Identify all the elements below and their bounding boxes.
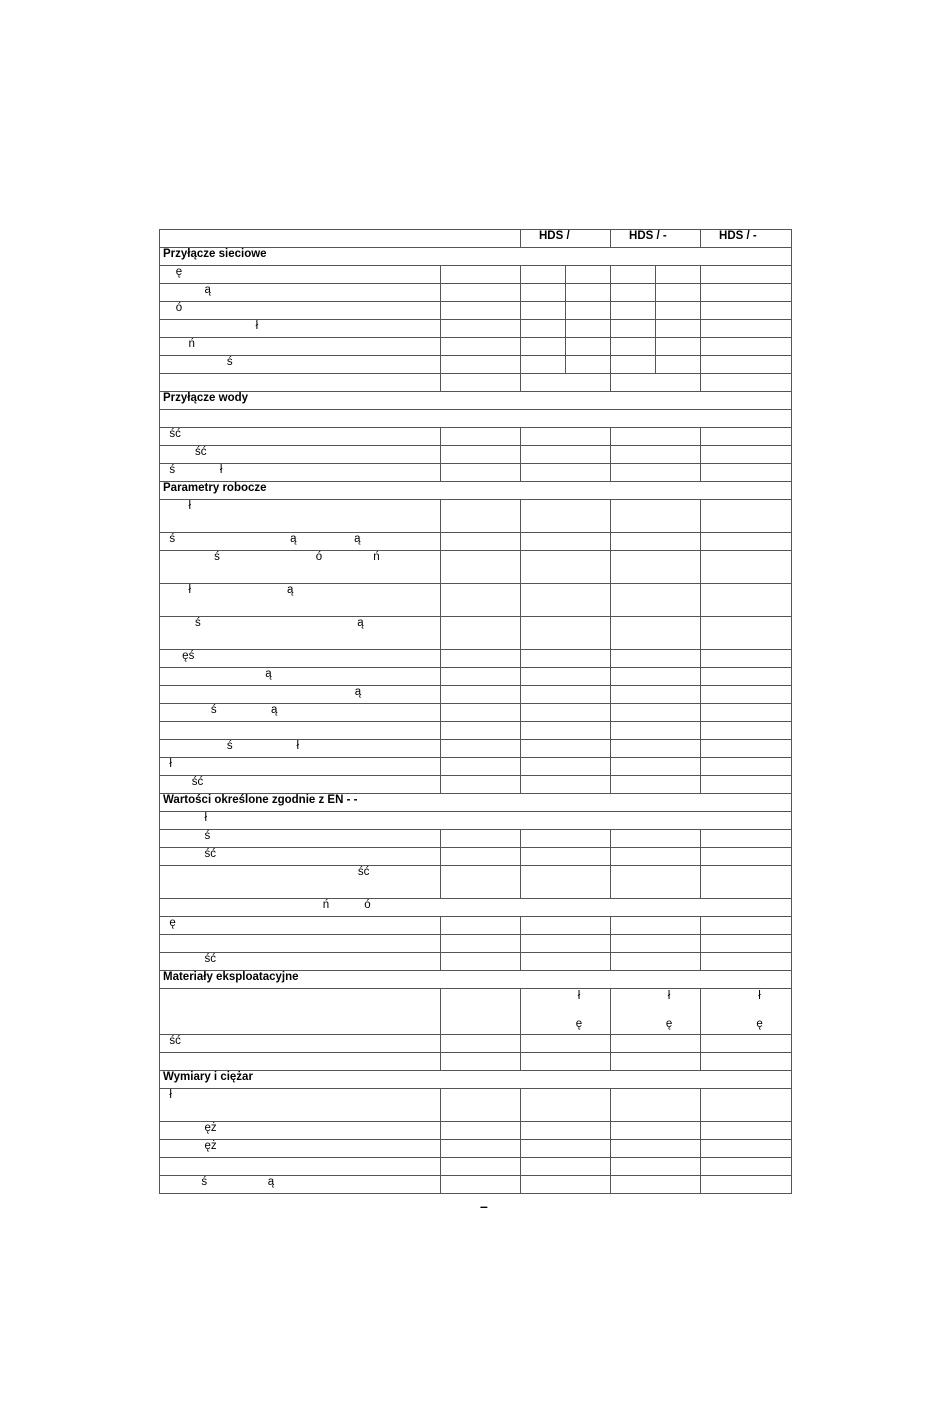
unit-cell xyxy=(441,830,521,848)
spec-row xyxy=(160,953,792,971)
unit-cell xyxy=(441,356,521,374)
value-cell xyxy=(701,704,792,722)
spec-row xyxy=(160,533,792,551)
unit-cell xyxy=(441,740,521,758)
unit-cell xyxy=(441,758,521,776)
value-cell xyxy=(611,758,701,776)
spec-label: ś xyxy=(160,830,441,848)
value-cell xyxy=(521,758,611,776)
spec-row xyxy=(160,704,792,722)
value-cell xyxy=(566,320,611,338)
value-cell xyxy=(611,617,701,650)
section-title: Przyłącze sieciowe xyxy=(160,248,792,266)
model-column-header: HDS / - xyxy=(701,230,792,248)
spec-row xyxy=(160,866,792,899)
value-cell xyxy=(611,776,701,794)
value-cell xyxy=(521,917,611,935)
unit-cell xyxy=(441,722,521,740)
spec-row xyxy=(160,776,792,794)
value-cell xyxy=(611,356,656,374)
unit-cell xyxy=(441,551,521,584)
value-cell xyxy=(611,446,701,464)
value-cell xyxy=(521,935,611,953)
unit-cell xyxy=(441,866,521,899)
value-cell xyxy=(701,446,792,464)
value-cell xyxy=(611,866,701,899)
spec-label: ęż xyxy=(160,1140,441,1158)
spec-row xyxy=(160,1176,792,1194)
spec-label xyxy=(160,722,441,740)
value-cell xyxy=(521,320,566,338)
value-cell xyxy=(701,650,792,668)
value-cell xyxy=(611,722,701,740)
spec-row xyxy=(160,917,792,935)
unit-cell xyxy=(441,338,521,356)
spec-label xyxy=(160,935,441,953)
spec-label: ą xyxy=(160,686,441,704)
value-cell xyxy=(701,917,792,935)
value-cell xyxy=(701,584,792,617)
unit-cell xyxy=(441,1053,521,1071)
spec-row xyxy=(160,1140,792,1158)
value-cell xyxy=(656,338,701,356)
value-cell xyxy=(611,584,701,617)
value-cell xyxy=(566,302,611,320)
spec-row xyxy=(160,935,792,953)
spec-label: ść xyxy=(160,848,441,866)
spec-row xyxy=(160,830,792,848)
value-cell xyxy=(701,617,792,650)
value-cell xyxy=(701,776,792,794)
spec-label: ść xyxy=(160,776,441,794)
value-cell xyxy=(566,266,611,284)
value-cell xyxy=(521,1089,611,1122)
value-cell xyxy=(701,500,792,533)
spec-label: ęś xyxy=(160,650,441,668)
value-cell xyxy=(521,686,611,704)
value-cell xyxy=(521,338,566,356)
value-cell xyxy=(611,650,701,668)
value-cell xyxy=(611,1140,701,1158)
value-cell xyxy=(701,464,792,482)
unit-cell xyxy=(441,1158,521,1176)
value-cell xyxy=(521,953,611,971)
spec-label: ł ą xyxy=(160,584,441,617)
value-cell xyxy=(611,848,701,866)
spec-label: ś ł xyxy=(160,740,441,758)
spec-label: ó xyxy=(160,302,441,320)
spec-label: ść xyxy=(160,428,441,446)
value-cell xyxy=(611,740,701,758)
spec-label: ń xyxy=(160,338,441,356)
value-cell xyxy=(566,356,611,374)
spec-row xyxy=(160,446,792,464)
value-cell: ł ę xyxy=(521,989,611,1035)
spec-row xyxy=(160,374,792,392)
spec-row xyxy=(160,410,792,428)
value-cell xyxy=(611,686,701,704)
spec-row xyxy=(160,989,792,1035)
value-cell xyxy=(521,617,611,650)
unit-cell xyxy=(441,374,521,392)
value-cell xyxy=(701,428,792,446)
value-cell xyxy=(701,953,792,971)
value-cell xyxy=(611,953,701,971)
unit-cell xyxy=(441,428,521,446)
value-cell xyxy=(701,374,792,392)
value-cell xyxy=(701,1053,792,1071)
unit-cell xyxy=(441,668,521,686)
value-cell xyxy=(701,830,792,848)
technical-data-table xyxy=(159,229,792,1194)
spec-label xyxy=(160,1158,441,1176)
value-cell xyxy=(701,338,792,356)
value-cell xyxy=(521,1122,611,1140)
value-cell xyxy=(611,284,656,302)
value-cell xyxy=(611,338,656,356)
section-row xyxy=(160,971,792,989)
unit-cell xyxy=(441,848,521,866)
value-cell xyxy=(611,428,701,446)
spec-label: ś ą ą xyxy=(160,533,441,551)
spec-row xyxy=(160,302,792,320)
value-cell xyxy=(521,1158,611,1176)
header-row xyxy=(160,230,792,248)
value-cell xyxy=(656,302,701,320)
value-cell xyxy=(701,551,792,584)
spec-row xyxy=(160,668,792,686)
spec-label xyxy=(160,410,792,428)
section-title: Wymiary i ciężar xyxy=(160,1071,792,1089)
value-cell xyxy=(521,284,566,302)
spec-label: ł xyxy=(160,1089,441,1122)
unit-cell xyxy=(441,584,521,617)
spec-row xyxy=(160,584,792,617)
unit-cell xyxy=(441,776,521,794)
spec-row xyxy=(160,1035,792,1053)
section-row xyxy=(160,1071,792,1089)
value-cell xyxy=(521,1140,611,1158)
spec-label: ś ó ń xyxy=(160,551,441,584)
value-cell xyxy=(611,266,656,284)
spec-label: ść xyxy=(160,446,441,464)
value-cell xyxy=(701,302,792,320)
spec-label: ń ó xyxy=(160,899,792,917)
unit-cell xyxy=(441,1089,521,1122)
value-cell xyxy=(611,1122,701,1140)
unit-cell xyxy=(441,302,521,320)
spec-row xyxy=(160,428,792,446)
value-cell xyxy=(611,1158,701,1176)
spec-label: ś ą xyxy=(160,1176,441,1194)
value-cell xyxy=(521,866,611,899)
value-cell xyxy=(521,356,566,374)
spec-row xyxy=(160,266,792,284)
section-row xyxy=(160,248,792,266)
value-cell: ł ę xyxy=(701,989,792,1035)
spec-row xyxy=(160,1122,792,1140)
unit-cell xyxy=(441,1122,521,1140)
value-cell xyxy=(611,1053,701,1071)
unit-cell xyxy=(441,935,521,953)
value-cell xyxy=(521,1035,611,1053)
spec-label: ł xyxy=(160,500,441,533)
value-cell xyxy=(701,1122,792,1140)
unit-cell xyxy=(441,1140,521,1158)
value-cell xyxy=(611,668,701,686)
value-cell xyxy=(611,320,656,338)
unit-cell xyxy=(441,953,521,971)
value-cell xyxy=(611,1035,701,1053)
unit-cell xyxy=(441,533,521,551)
spec-row xyxy=(160,500,792,533)
unit-cell xyxy=(441,704,521,722)
spec-row xyxy=(160,1053,792,1071)
value-cell xyxy=(611,830,701,848)
value-cell xyxy=(701,1158,792,1176)
value-cell xyxy=(611,302,656,320)
spec-label: ść xyxy=(160,866,441,899)
value-cell xyxy=(701,686,792,704)
spec-row xyxy=(160,1089,792,1122)
value-cell xyxy=(701,1089,792,1122)
value-cell xyxy=(701,866,792,899)
unit-cell xyxy=(441,266,521,284)
value-cell xyxy=(656,356,701,374)
section-title: Materiały eksploatacyjne xyxy=(160,971,792,989)
value-cell xyxy=(656,266,701,284)
value-cell xyxy=(521,848,611,866)
model-column-header: HDS / - xyxy=(611,230,701,248)
value-cell xyxy=(521,740,611,758)
unit-cell xyxy=(441,917,521,935)
value-cell xyxy=(521,374,611,392)
value-cell xyxy=(701,935,792,953)
spec-label: ą xyxy=(160,284,441,302)
value-cell xyxy=(521,266,566,284)
spec-row xyxy=(160,284,792,302)
value-cell xyxy=(701,758,792,776)
value-cell xyxy=(521,704,611,722)
value-cell xyxy=(611,704,701,722)
value-cell xyxy=(521,464,611,482)
spec-label: ł xyxy=(160,812,792,830)
spec-row xyxy=(160,812,792,830)
value-cell xyxy=(521,830,611,848)
value-cell xyxy=(521,1176,611,1194)
spec-label xyxy=(160,1053,441,1071)
spec-label: ą xyxy=(160,668,441,686)
value-cell xyxy=(701,284,792,302)
spec-label: ę xyxy=(160,917,441,935)
spec-row xyxy=(160,464,792,482)
unit-cell xyxy=(441,686,521,704)
value-cell xyxy=(521,551,611,584)
value-cell xyxy=(611,533,701,551)
value-cell xyxy=(521,302,566,320)
header-blank-cell xyxy=(160,230,521,248)
spec-label xyxy=(160,374,441,392)
value-cell xyxy=(701,722,792,740)
value-cell xyxy=(521,650,611,668)
value-cell xyxy=(521,446,611,464)
value-cell xyxy=(701,668,792,686)
spec-row xyxy=(160,650,792,668)
unit-cell xyxy=(441,1176,521,1194)
page-footer-mark: – xyxy=(480,1198,488,1214)
section-title: Przyłącze wody xyxy=(160,392,792,410)
spec-label: ę xyxy=(160,266,441,284)
value-cell xyxy=(701,356,792,374)
value-cell xyxy=(701,1035,792,1053)
unit-cell xyxy=(441,464,521,482)
value-cell xyxy=(611,917,701,935)
value-cell: ł ę xyxy=(611,989,701,1035)
section-row xyxy=(160,482,792,500)
value-cell xyxy=(701,848,792,866)
value-cell xyxy=(656,320,701,338)
spec-row xyxy=(160,551,792,584)
spec-row xyxy=(160,899,792,917)
value-cell xyxy=(521,668,611,686)
value-cell xyxy=(611,935,701,953)
spec-row xyxy=(160,320,792,338)
value-cell xyxy=(656,284,701,302)
spec-label: ść xyxy=(160,953,441,971)
spec-label: ł xyxy=(160,758,441,776)
value-cell xyxy=(521,1053,611,1071)
section-row xyxy=(160,392,792,410)
unit-cell xyxy=(441,650,521,668)
value-cell xyxy=(521,776,611,794)
unit-cell xyxy=(441,500,521,533)
value-cell xyxy=(521,722,611,740)
value-cell xyxy=(566,338,611,356)
spec-row xyxy=(160,1158,792,1176)
unit-cell xyxy=(441,617,521,650)
value-cell xyxy=(701,266,792,284)
spec-label: ść xyxy=(160,1035,441,1053)
spec-label: ł xyxy=(160,320,441,338)
value-cell xyxy=(701,1140,792,1158)
spec-label: ęż xyxy=(160,1122,441,1140)
value-cell xyxy=(611,464,701,482)
unit-cell xyxy=(441,989,521,1035)
value-cell xyxy=(521,533,611,551)
spec-label: ś ą xyxy=(160,617,441,650)
spec-row xyxy=(160,722,792,740)
value-cell xyxy=(611,374,701,392)
value-cell xyxy=(611,551,701,584)
spec-label: ś ł xyxy=(160,464,441,482)
spec-row xyxy=(160,356,792,374)
value-cell xyxy=(521,428,611,446)
spec-row xyxy=(160,758,792,776)
unit-cell xyxy=(441,320,521,338)
value-cell xyxy=(521,584,611,617)
section-row xyxy=(160,794,792,812)
section-title: Wartości określone zgodnie z EN - - xyxy=(160,794,792,812)
spec-row xyxy=(160,338,792,356)
value-cell xyxy=(701,320,792,338)
spec-row xyxy=(160,740,792,758)
value-cell xyxy=(701,740,792,758)
value-cell xyxy=(701,533,792,551)
value-cell xyxy=(521,500,611,533)
spec-row xyxy=(160,617,792,650)
value-cell xyxy=(566,284,611,302)
value-cell xyxy=(611,1089,701,1122)
value-cell xyxy=(611,1176,701,1194)
unit-cell xyxy=(441,446,521,464)
unit-cell xyxy=(441,284,521,302)
spec-row xyxy=(160,686,792,704)
spec-label: ś xyxy=(160,356,441,374)
spec-label: ś ą xyxy=(160,704,441,722)
value-cell xyxy=(611,500,701,533)
value-cell xyxy=(701,1176,792,1194)
model-column-header: HDS / xyxy=(521,230,611,248)
unit-cell xyxy=(441,1035,521,1053)
spec-row xyxy=(160,848,792,866)
spec-label xyxy=(160,989,441,1035)
section-title: Parametry robocze xyxy=(160,482,792,500)
